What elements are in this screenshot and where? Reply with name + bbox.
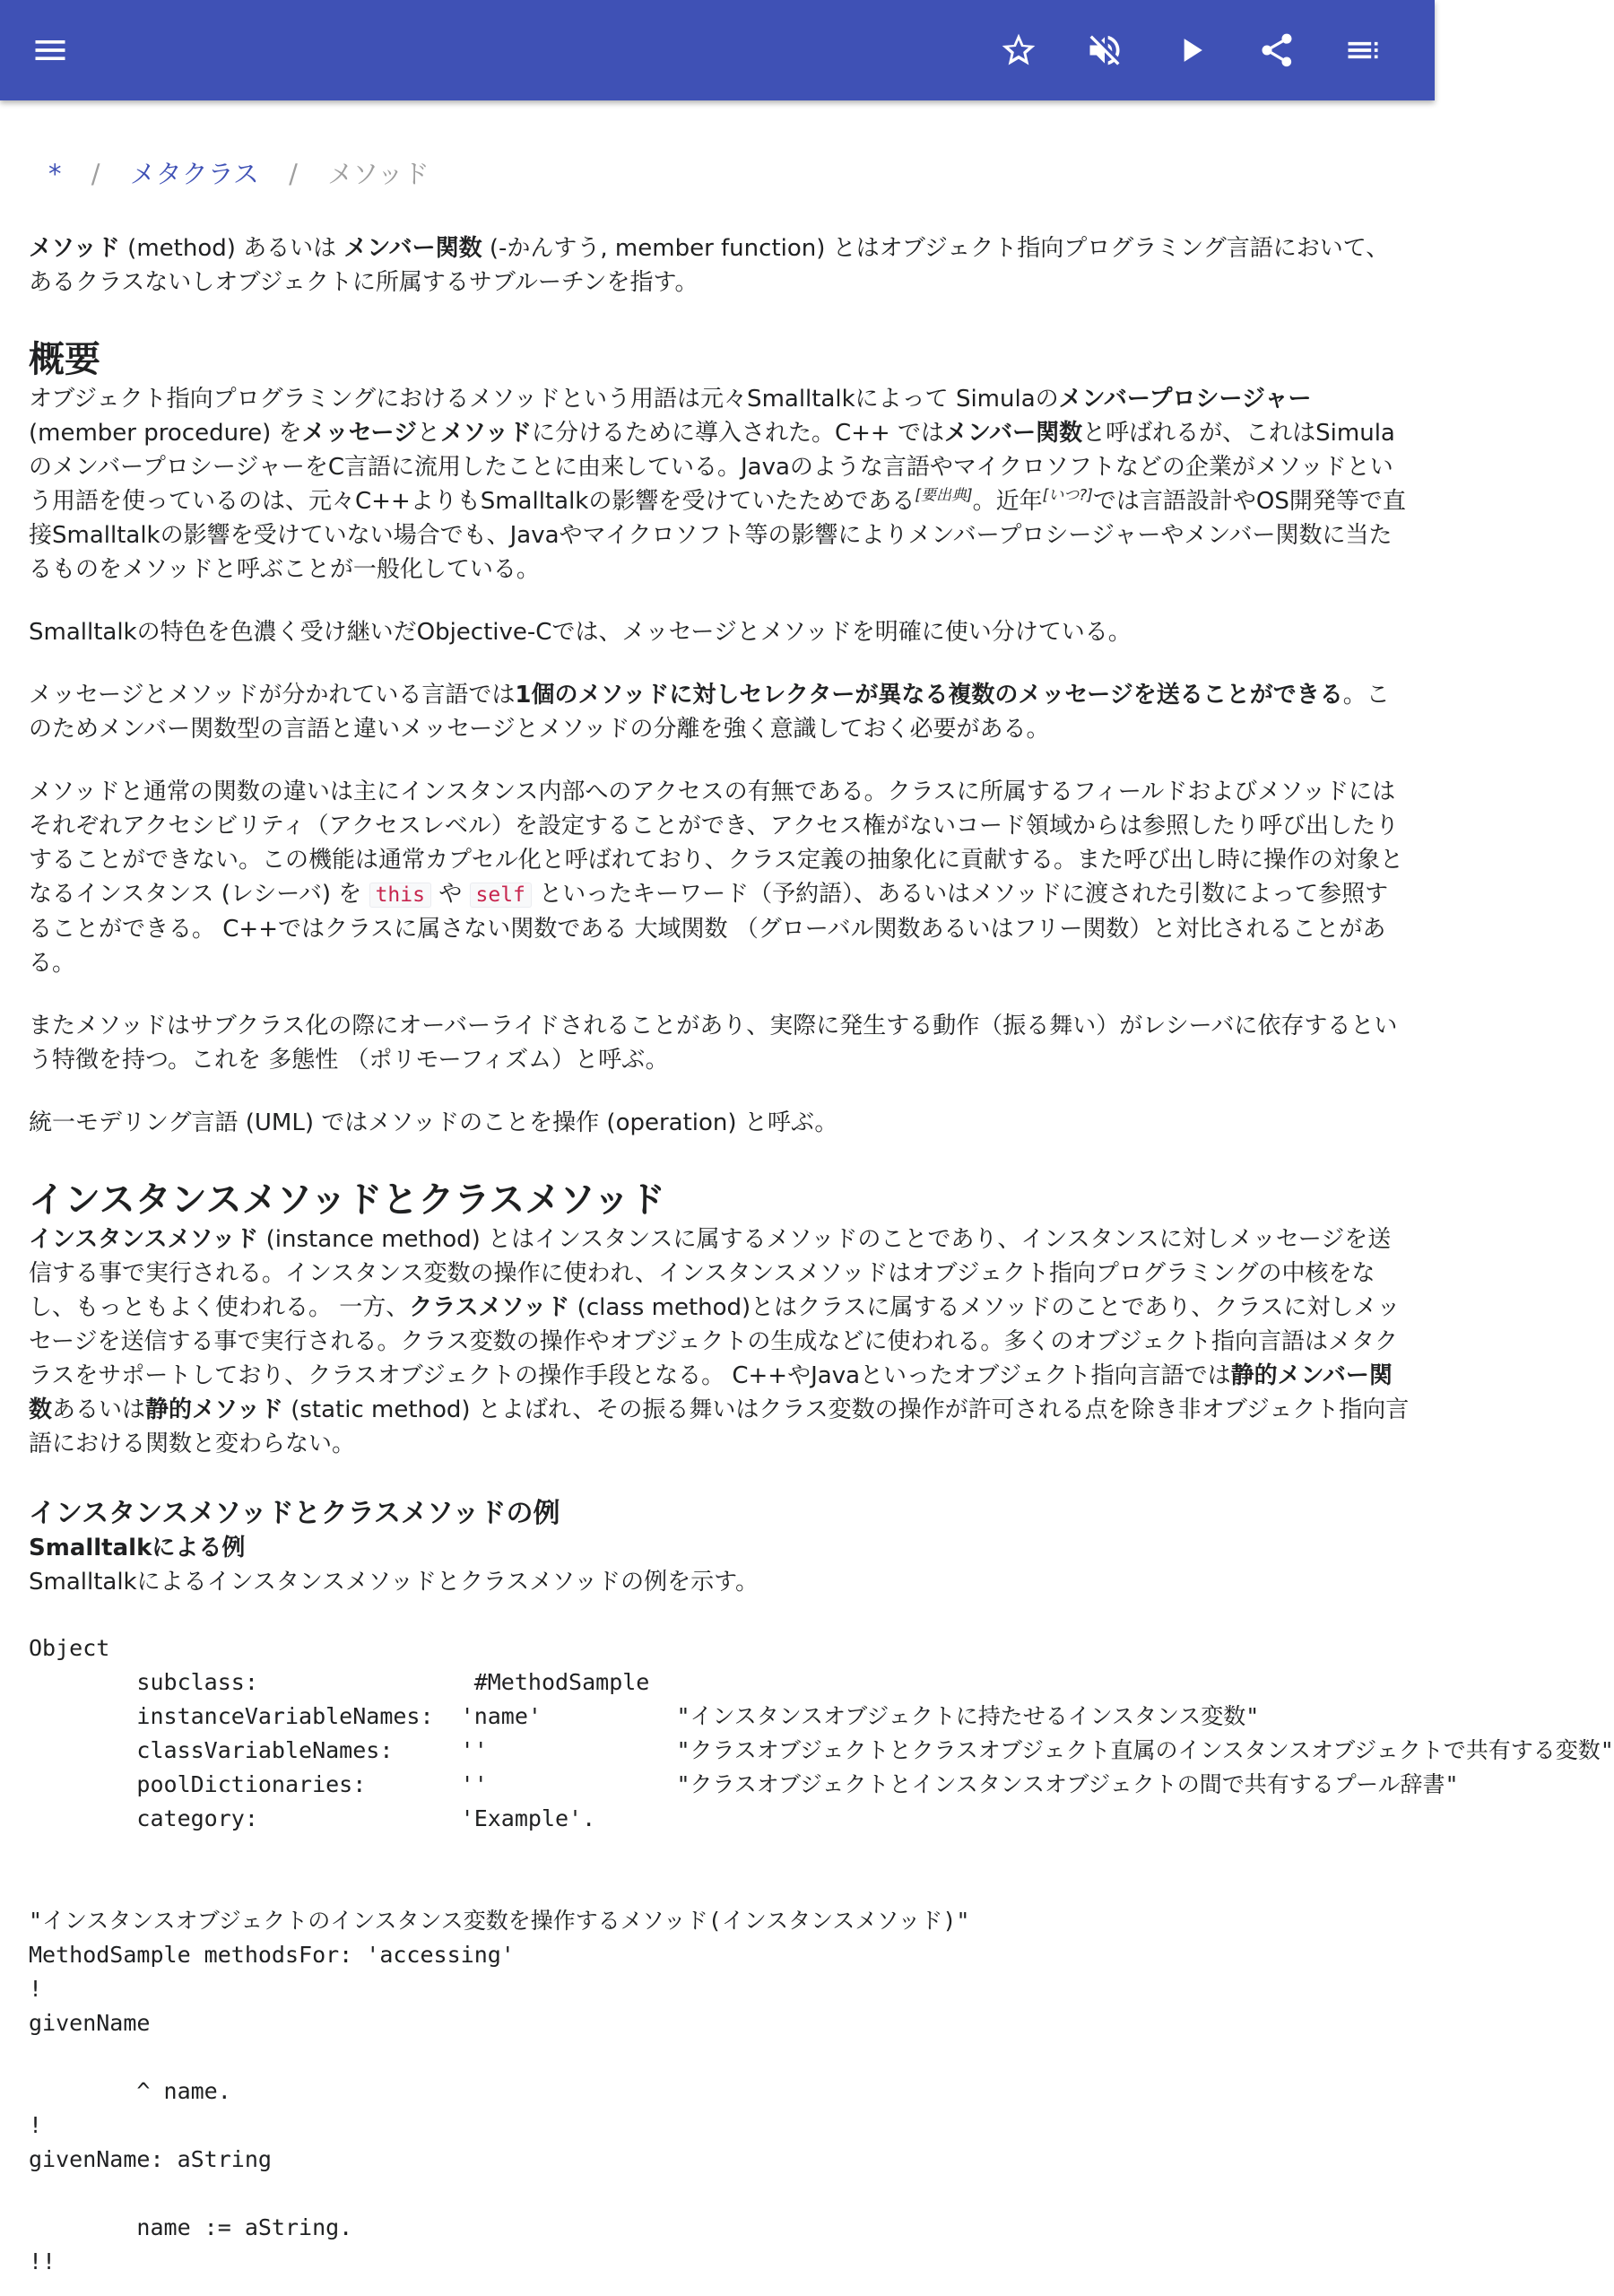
intro-text: (method) あるいは: [119, 235, 344, 262]
text: オブジェクト指向プログラミングにおけるメソッドという用語は元々Smalltalkによって Simulaの: [29, 386, 1059, 413]
overview-paragraph-2: Smalltalkの特色を色濃く受け継いだObjective-Cでは、メッセージとメソッドを明確に使い分けている。: [29, 619, 1132, 646]
bold-term: メンバー関数: [943, 420, 1083, 447]
intro-paragraph: [29, 231, 1410, 300]
text: あるいは: [52, 1396, 146, 1423]
bold-term: 静的メソッド: [145, 1396, 283, 1423]
text: 。近年: [972, 488, 1043, 515]
breadcrumb-parent-link[interactable]: メタクラス: [129, 159, 259, 189]
smalltalk-intro: Smalltalkによるインスタンスメソッドとクラスメソッドの例を示す。: [29, 1569, 759, 1596]
bold-term: インスタンスメソッド: [29, 1226, 259, 1253]
article: [29, 152, 1614, 2279]
when-note[interactable]: [いつ?]: [1042, 486, 1093, 505]
breadcrumb-separator: /: [289, 159, 298, 189]
citation-needed-note[interactable]: [要出典]: [915, 486, 973, 505]
text: といったキーワード（予約語）、あるいはメソッドに渡された引数によって参照することができる。 C++ではクラスに属さない関数である 大域関数 （グローバル関数あるいはフリー関数）と対比されることがある。: [29, 881, 1389, 977]
bold-term: 1個のメソッドに対しセレクターが異なる複数のメッセージを送ることができる: [515, 682, 1343, 709]
overview-paragraph-6: 統一モデリング言語 (UML) ではメソッドのことを操作 (operation) と呼ぶ。: [29, 1109, 838, 1136]
text: (instance method) とはインスタンスに属するメソッドのことであり、インスタンスに対しメッセージを送信する事で実行される。インスタンス変数の操作に使われ、インスタンスメソッドはオブジェクト指向プログラミングの中核をなし、もっともよく使われる。 一方、: [29, 1226, 1392, 1321]
breadcrumb: [48, 152, 1410, 196]
breadcrumb-current: メソッド: [327, 159, 430, 189]
text: や: [430, 881, 470, 908]
overview-paragraph-3: [29, 678, 1410, 746]
smalltalk-code-block: Object subclass: #MethodSample instanceVariableNames: 'name' "インスタンスオブジェクトに持たせるインスタンス変数" classVariableNames: '' "クラスオブジェクトとクラスオブジェクト直属のインスタンスオブジェクトで共有する変数" poolDictionaries: '' "クラスオブジェクトとインスタンスオブジェクトの間で共有するプール辞書" category: 'Example'. "インスタンスオブジェクトのインスタンス変数を操作するメソッド(インスタンスメソッド)" MethodSample methodsFor: 'accessing' ! givenName ^ name. ! givenName: aString name := aString. !!: [29, 1635, 1614, 2274]
mute-button[interactable]: [1076, 22, 1133, 79]
text: と呼ばれるが、これはSimulaのメンバープロシージャーをC言語に流用したことに由来している。Javaのような言語やマイクロソフトなどの企業がメソッドという用語を使っているのは、元々C++よりもSmalltalkの影響を受けていたためである: [29, 420, 1395, 515]
overview-paragraph-1: [29, 382, 1410, 587]
bold-term: メソッド: [440, 420, 532, 447]
intro-text: (-かんすう, member function) とはオブジェクト指向プログラミング言語において、あるクラスないしオブジェクトに所属するサブルーチンを指す。: [29, 235, 1390, 296]
menu-button[interactable]: [22, 22, 79, 79]
text: (class method)とはクラスに属するメソッドのことであり、クラスに対しメッセージを送信する事で実行される。クラス変数の操作やオブジェクトの生成などに使われる。多くのオブジェクト指向言語はメタクラスをサポートしており、クラスオブジェクトの操作手段となる。 C++やJavaといったオブジェクト指向言語では: [29, 1294, 1401, 1389]
text: (static method) とよばれ、その振る舞いはクラス変数の操作が許可される点を除き非オブジェクト指向言語における関数と変わらない。: [29, 1396, 1410, 1457]
section-heading-instance-class-methods: インスタンスメソッドとクラスメソッド: [29, 1179, 665, 1221]
text: メソッドと通常の関数の違いは主にインスタンス内部へのアクセスの有無である。クラスに所属するフィールドおよびメソッドにはそれぞれアクセシビリティ（アクセスレベル）を設定することができ、アクセス権がないコード領域からは参照したり呼び出したりすることができない。この機能は通常カプセル化と呼ばれており、クラス定義の抽象化に貢献する。また呼び出し時に操作の対象となるインスタンス (レシーバ) を: [29, 778, 1403, 908]
bold-term: メッセージ: [301, 420, 418, 447]
star-icon: [999, 30, 1038, 70]
play-button[interactable]: [1162, 22, 1219, 79]
section-heading-overview: 概要: [29, 339, 100, 380]
share-button[interactable]: [1248, 22, 1306, 79]
text: 。このためメンバー関数型の言語と違いメッセージとメソッドの分離を強く意識しておく必要がある。: [29, 682, 1390, 743]
term-member-function: メンバー関数: [343, 235, 482, 262]
text: に分けるために導入された。C++ では: [531, 420, 944, 447]
bold-term: メンバープロシージャー: [1058, 386, 1312, 413]
hamburger-menu-icon: [30, 30, 70, 70]
bookmark-button[interactable]: [990, 22, 1047, 79]
instance-class-paragraph: [29, 1222, 1410, 1461]
share-icon: [1257, 30, 1297, 70]
subsubsection-heading-smalltalk: Smalltalkによる例: [29, 1535, 246, 1561]
toc-icon: [1343, 30, 1383, 70]
bold-term: 静的メンバー関数: [29, 1362, 1393, 1423]
table-of-contents-button[interactable]: [1334, 22, 1392, 79]
text: メッセージとメソッドが分かれている言語では: [29, 682, 516, 709]
play-icon: [1171, 30, 1210, 70]
text: (member procedure) を: [29, 420, 302, 447]
overview-paragraph-4: [29, 775, 1410, 980]
bold-term: クラスメソッド: [409, 1294, 570, 1321]
app-bar: [0, 0, 1435, 100]
text: と: [417, 420, 441, 447]
mute-icon: [1085, 30, 1124, 70]
breadcrumb-home-link[interactable]: *: [48, 159, 62, 189]
overview-paragraph-5: またメソッドはサブクラス化の際にオーバーライドされることがあり、実際に発生する動作（振る舞い）がレシーバに依存するという特徴を持つ。これを 多態性 （ポリモーフィズム）と呼ぶ。: [29, 1013, 1398, 1074]
text: では言語設計やOS開発等で直接Smalltalkの影響を受けていない場合でも、Javaやマイクロソフト等の影響によりメンバープロシージャーやメンバー関数に当たるものをメソッドと呼ぶことが一般化している。: [29, 488, 1406, 583]
code-this: this: [369, 883, 431, 908]
term-method: メソッド: [29, 235, 120, 262]
subsection-heading-examples: インスタンスメソッドとクラスメソッドの例: [29, 1498, 560, 1529]
breadcrumb-separator: /: [91, 159, 100, 189]
code-self: self: [470, 883, 532, 908]
